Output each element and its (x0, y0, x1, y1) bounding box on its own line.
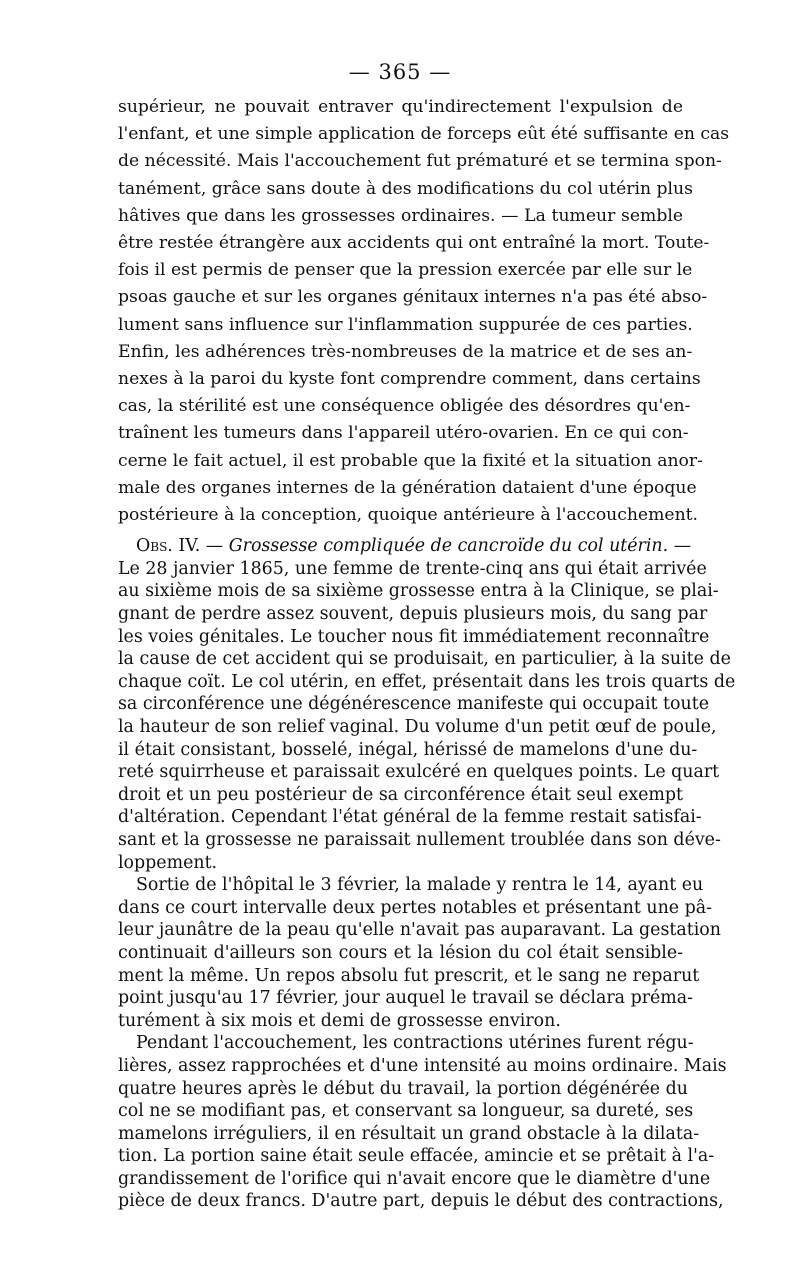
text-line: de nécessité. Mais l'accouchement fut prématuré et se termina spon- (118, 151, 722, 172)
text-line: hâtives que dans les grossesses ordinaires. — La tumeur semble (118, 205, 683, 226)
text-line: fois il est permis de penser que la pression exercée par elle sur le (118, 260, 693, 281)
text-line: sant et la grossesse ne paraissait nullement troublée dans son déve- (118, 829, 721, 850)
text-line: la hauteur de son relief vaginal. Du volume d'un petit œuf de poule, (118, 717, 717, 737)
text-line: au sixième mois de sa sixième grossesse entra à la Clinique, se plai- (118, 581, 719, 602)
text-line: Le 28 janvier 1865, une femme de trente-cinq ans qui était arrivée (118, 558, 707, 579)
text-line: lières, assez rapprochées et d'une intensité au moins ordinaire. Mais (118, 1055, 727, 1076)
observation-dash: — (668, 536, 692, 557)
text-line: Enfin, les adhérences très-nombreuses de la matrice et de ses an- (118, 341, 693, 362)
text-line: Pendant l'accouchement, les contractions utérines furent régu- (136, 1033, 694, 1054)
observation-heading (118, 535, 692, 558)
text-line: loppement. (118, 852, 218, 873)
text-line: point jusqu'au 17 février, jour auquel le travail se déclara préma- (118, 988, 694, 1009)
text-line: l'enfant, et une simple application de forceps eût été suffisante en cas (118, 124, 730, 145)
text-line: psoas gauche et sur les organes génitaux internes n'a pas été abso- (118, 287, 708, 308)
text-line: grandissement de l'orifice qui n'avait encore que le diamètre d'une (118, 1168, 711, 1189)
text-line: lument sans influence sur l'inflammation suppurée de ces parties. (118, 314, 693, 335)
text-line: d'altération. Cependant l'état général de la femme restait satisfai- (118, 807, 702, 828)
observation-label: Obs. IV. (136, 536, 201, 557)
text-line: pièce de deux francs. D'autre part, depuis le début des contractions, (118, 1191, 724, 1212)
text-line: ment la même. Un repos absolu fut prescrit, et le sang ne reparut (118, 965, 700, 986)
text-line: leur jaunâtre de la peau qu'elle n'avait pas auparavant. La gestation (118, 920, 721, 941)
text-line: tion. La portion saine était seule effacée, amincie et se prêtait à l'a- (118, 1146, 715, 1167)
text-line: continuait d'ailleurs son cours et la lésion du col était sensible- (118, 942, 683, 963)
observation-block (118, 535, 736, 1213)
text-line: cerne le fait actuel, il est probable que la fixité et la situation anor- (118, 450, 703, 471)
text-line: turément à six mois et demi de grossesse environ. (118, 1010, 561, 1031)
text-line: sa circonférence une dégénérescence manifeste qui occupait toute (118, 694, 709, 715)
page-number: — 365 — (348, 60, 452, 84)
text-line: supérieur, ne pouvait entraver qu'indirectement l'expulsion de (118, 97, 683, 117)
text-line: gnant de perdre assez souvent, depuis plusieurs mois, du sang par (118, 604, 708, 625)
observation-title: Grossesse compliquée de cancroïde du col utérin. (228, 536, 669, 557)
observation-dash: — (200, 536, 229, 557)
text-line: col ne se modifiant pas, et conservant sa longueur, sa dureté, ses (118, 1101, 694, 1122)
text-line: droit et un peu postérieur de sa circonférence était seul exempt (118, 784, 684, 805)
text-line: postérieure à la conception, quoique antérieure à l'accouchement. (118, 505, 699, 526)
text-line: mamelons irréguliers, il en résultait un grand obstacle à la dilata- (118, 1123, 700, 1144)
text-line: nexes à la paroi du kyste font comprendre comment, dans certains (118, 369, 701, 390)
text-line: cas, la stérilité est une conséquence obligée des désordres qu'en- (118, 396, 691, 417)
text-line: il était consistant, bosselé, inégal, hérissé de mamelons d'une du- (118, 739, 698, 760)
paragraph-continued (118, 94, 730, 529)
text-line: dans ce court intervalle deux pertes notables et présentant une pâ- (118, 897, 712, 918)
text-line: quatre heures après le début du travail, la portion dégénérée du (118, 1078, 688, 1099)
text-line: les voies génitales. Le toucher nous fit immédiatement reconnaître (118, 626, 710, 647)
text-line: la cause de cet accident qui se produisait, en particulier, à la suite de (118, 649, 731, 670)
text-line: tanément, grâce sans doute à des modifications du col utérin plus (118, 178, 693, 199)
text-line: Sortie de l'hôpital le 3 février, la malade y rentra le 14, ayant eu (136, 875, 704, 896)
text-line: male des organes internes de la génération dataient d'une époque (118, 477, 697, 498)
body-text (118, 94, 736, 1213)
text-line: traînent les tumeurs dans l'appareil utéro-ovarien. En ce qui con- (118, 423, 689, 444)
text-line: reté squirrheuse et paraissait exulcéré en quelques points. Le quart (118, 762, 720, 783)
text-line: être restée étrangère aux accidents qui ont entraîné la mort. Toute- (118, 233, 710, 254)
text-line: chaque coït. Le col utérin, en effet, présentait dans les trois quarts de (118, 671, 736, 692)
